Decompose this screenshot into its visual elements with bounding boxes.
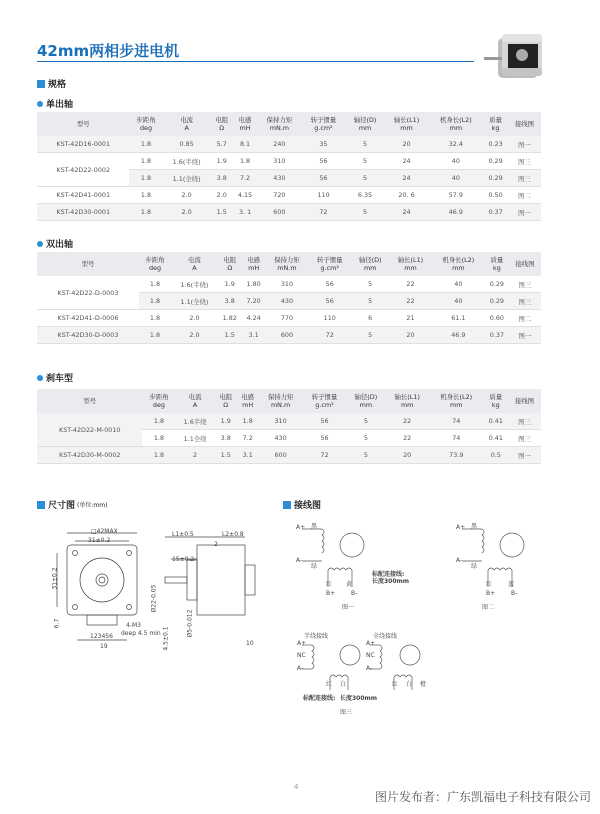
wire-red: 红 — [326, 581, 333, 588]
column-header: 轴长(L1) mm — [385, 389, 429, 413]
section-marker-icon — [283, 501, 291, 509]
value-cell: 1.8 — [142, 413, 175, 430]
single-shaft-table — [37, 112, 541, 221]
value-cell: 图三 — [509, 293, 541, 310]
value-cell: 8.1 — [233, 136, 258, 153]
value-cell: 1.5 — [218, 327, 242, 344]
value-cell: 4.15 — [233, 187, 258, 204]
value-cell: 0.41 — [484, 430, 508, 447]
publisher-credit: 图片发布者：广东凯福电子科技有限公司 — [374, 790, 591, 804]
value-cell: 72 — [308, 327, 351, 344]
value-cell: 20 — [389, 327, 432, 344]
value-cell: 5 — [345, 153, 384, 170]
value-cell: 600 — [266, 327, 309, 344]
value-cell: 56 — [308, 293, 351, 310]
value-cell: 1.1(全绕) — [163, 170, 211, 187]
value-cell: 3.1 — [242, 327, 266, 344]
value-cell: 1.8 — [129, 153, 162, 170]
value-cell: 图一 — [508, 447, 541, 464]
value-cell: 20 — [385, 447, 429, 464]
column-header: 电阻 Ω — [218, 252, 242, 276]
value-cell: 56 — [301, 170, 345, 187]
value-cell: 1.8 — [129, 170, 162, 187]
value-cell: 1.80 — [242, 276, 266, 293]
dim-l2: L2±0.8 — [222, 531, 244, 538]
model-cell: KST-42D41-D-0006 — [37, 310, 139, 327]
column-header: 轴长(L1) mm — [389, 252, 432, 276]
column-header: 电阻 Ω — [211, 112, 233, 136]
std-line-label: 标配连接线: — [372, 571, 405, 578]
dim-deep: deep 4.5 min — [121, 630, 161, 637]
wire-b-plus: B+ — [326, 590, 336, 597]
dim-d22: Ø22-0.05 — [150, 584, 158, 613]
value-cell: 4.24 — [242, 310, 266, 327]
wire-white-3: 白 — [340, 681, 347, 688]
value-cell: 24 — [385, 153, 429, 170]
value-cell: 5 — [351, 276, 389, 293]
table-row — [37, 310, 541, 327]
value-cell: 3.8 — [211, 170, 233, 187]
wiring-heading: 接线图 — [283, 498, 321, 511]
column-header: 电流 A — [163, 112, 211, 136]
value-cell: 56 — [303, 413, 347, 430]
value-cell: 5 — [345, 170, 384, 187]
dim-15: 15±0.2 — [172, 556, 195, 563]
value-cell: 72 — [301, 204, 345, 221]
model-cell: KST-42D30-M-0002 — [37, 447, 142, 464]
value-cell: 5 — [351, 293, 389, 310]
column-header: 轴长(L1) mm — [385, 112, 429, 136]
column-header: 步距角 deg — [129, 112, 162, 136]
value-cell: 图二 — [508, 187, 541, 204]
value-cell: 32.4 — [428, 136, 483, 153]
value-cell: 46.9 — [432, 327, 485, 344]
section-marker-icon — [37, 501, 45, 509]
value-cell: 图二 — [509, 310, 541, 327]
column-header: 型号 — [37, 389, 142, 413]
bullet-icon — [37, 241, 43, 247]
dim-6-7: 6.7 — [53, 618, 61, 629]
value-cell: 0.37 — [485, 327, 509, 344]
value-cell: 1.9 — [218, 276, 242, 293]
value-cell: 770 — [266, 310, 309, 327]
model-cell: KST-42D30-D-0003 — [37, 327, 139, 344]
column-header: 机身长(L2) mm — [429, 389, 484, 413]
value-cell: 310 — [259, 413, 303, 430]
wire-a-minus-3: A- — [297, 665, 304, 672]
table-row — [37, 153, 541, 170]
spec-heading: 规格 — [37, 77, 66, 90]
length-label-2: 长度300mm — [340, 695, 378, 702]
table-row — [37, 413, 541, 430]
wire-a-minus-4: A- — [366, 665, 373, 672]
wire-red-3: 红 — [326, 681, 333, 688]
model-cell: KST-42D22-D-0003 — [37, 276, 139, 310]
wire-blue-2: 蓝 — [508, 581, 515, 588]
column-header: 轴径(D) mm — [345, 112, 384, 136]
value-cell: 5 — [351, 327, 389, 344]
double-shaft-table — [37, 252, 541, 344]
wire-a-minus: A- — [296, 557, 303, 564]
value-cell: 22 — [389, 293, 432, 310]
column-header: 轴径(D) mm — [351, 252, 389, 276]
value-cell: 22 — [385, 413, 429, 430]
value-cell: 5 — [346, 447, 385, 464]
dim-10: 10 — [246, 640, 254, 647]
wire-nc-4: NC — [366, 652, 375, 659]
value-cell: 73.9 — [429, 447, 484, 464]
dim-d5: Ø5-0.012 — [186, 609, 194, 638]
value-cell: 3. 1 — [233, 204, 258, 221]
value-cell: 74 — [429, 413, 484, 430]
value-cell: 1.82 — [218, 310, 242, 327]
value-cell: 7.20 — [242, 293, 266, 310]
value-cell: 图一 — [508, 136, 541, 153]
value-cell: 2 — [175, 447, 214, 464]
value-cell: 图三 — [508, 170, 541, 187]
double-shaft-heading: 双出轴 — [37, 237, 73, 250]
value-cell: 22 — [385, 430, 429, 447]
value-cell: 1.6(半绕) — [171, 276, 218, 293]
wire-red-2: 红 — [486, 581, 493, 588]
value-cell: 46.9 — [428, 204, 483, 221]
model-cell: KST-42D22-M-0010 — [37, 413, 142, 447]
value-cell: 5 — [345, 204, 384, 221]
column-header: 电感 mH — [233, 112, 258, 136]
wire-green: 绿 — [311, 563, 318, 570]
value-cell: 40 — [432, 276, 485, 293]
column-header: 转子惯量 g.cm² — [308, 252, 351, 276]
value-cell: 1.8 — [139, 276, 171, 293]
column-header: 电流 A — [171, 252, 218, 276]
model-cell: KST-42D22-0002 — [37, 153, 129, 187]
bullet-icon — [37, 101, 43, 107]
wire-b-minus-2: B- — [511, 590, 518, 597]
model-cell: KST-42D41-0001 — [37, 187, 129, 204]
value-cell: 20 — [385, 136, 429, 153]
dim-4-5: 4.5±0.1 — [162, 626, 170, 651]
motor-product-image — [480, 30, 550, 85]
column-header: 接线图 — [509, 252, 541, 276]
value-cell: 310 — [266, 276, 309, 293]
value-cell: 3.8 — [218, 293, 242, 310]
column-header: 轴径(D) mm — [346, 389, 385, 413]
wire-b-plus-2: B+ — [486, 590, 496, 597]
value-cell: 240 — [257, 136, 301, 153]
column-header: 转子惯量 g.cm² — [301, 112, 345, 136]
value-cell: 1.8 — [129, 204, 162, 221]
column-header: 电流 A — [175, 389, 214, 413]
column-header: 型号 — [37, 252, 139, 276]
value-cell: 图三 — [508, 153, 541, 170]
wire-nc-3: NC — [297, 652, 306, 659]
column-header: 保持力矩 mN.m — [259, 389, 303, 413]
column-header: 步距角 deg — [139, 252, 171, 276]
value-cell: 2.0 — [163, 204, 211, 221]
value-cell: 1.8 — [142, 430, 175, 447]
column-header: 步距角 deg — [142, 389, 175, 413]
value-cell: 57.9 — [428, 187, 483, 204]
value-cell: 40 — [428, 153, 483, 170]
value-cell: 5.7 — [211, 136, 233, 153]
value-cell: 0.50 — [483, 187, 508, 204]
value-cell: 1.8 — [129, 187, 162, 204]
value-cell: 1.8 — [142, 447, 175, 464]
column-header: 保持力矩 mN.m — [266, 252, 309, 276]
value-cell: 110 — [308, 310, 351, 327]
value-cell: 1.6(半绕) — [163, 153, 211, 170]
value-cell: 1.1(全绕) — [171, 293, 218, 310]
table-row — [37, 204, 541, 221]
value-cell: 0.23 — [483, 136, 508, 153]
column-header: 保持力矩 mN.m — [257, 112, 301, 136]
value-cell: 1.5 — [215, 447, 237, 464]
wire-green-2: 绿 — [471, 563, 478, 570]
dim-31-top: 31±0.2 — [88, 537, 111, 544]
value-cell: 2.0 — [171, 327, 218, 344]
value-cell: 720 — [257, 187, 301, 204]
value-cell: 0.37 — [483, 204, 508, 221]
value-cell: 35 — [301, 136, 345, 153]
wire-orange-4: 橙 — [420, 681, 427, 688]
length-label: 长度300mm — [372, 578, 410, 585]
wire-black: 黑 — [311, 523, 318, 530]
value-cell: 图三 — [509, 276, 541, 293]
value-cell: 0.29 — [483, 153, 508, 170]
value-cell: 430 — [259, 430, 303, 447]
value-cell: 5 — [346, 413, 385, 430]
value-cell: 56 — [308, 276, 351, 293]
wire-a-plus-3: A+ — [297, 640, 307, 647]
value-cell: 7.2 — [237, 430, 259, 447]
column-header: 机身长(L2) mm — [432, 252, 485, 276]
value-cell: 310 — [257, 153, 301, 170]
value-cell: 图三 — [508, 430, 541, 447]
value-cell: 40 — [432, 293, 485, 310]
value-cell: 430 — [257, 170, 301, 187]
value-cell: 21 — [389, 310, 432, 327]
value-cell: 22 — [389, 276, 432, 293]
value-cell: 24 — [385, 170, 429, 187]
wire-a-plus-4: A+ — [366, 640, 376, 647]
value-cell: 0.60 — [485, 310, 509, 327]
wire-a-plus-2: A+ — [456, 524, 466, 531]
brake-table — [37, 389, 541, 464]
value-cell: 6 — [351, 310, 389, 327]
value-cell: 3.1 — [237, 447, 259, 464]
single-shaft-heading: 单出轴 — [37, 97, 73, 110]
page-number: 4 — [294, 783, 299, 791]
column-header: 电感 mH — [242, 252, 266, 276]
value-cell: 2.0 — [171, 310, 218, 327]
value-cell: 1.8 — [139, 310, 171, 327]
value-cell: 2.0 — [163, 187, 211, 204]
column-header: 型号 — [37, 112, 129, 136]
value-cell: 2.0 — [211, 187, 233, 204]
value-cell: 24 — [385, 204, 429, 221]
column-header: 机身长(L2) mm — [428, 112, 483, 136]
column-header: 电阻 Ω — [215, 389, 237, 413]
value-cell: 600 — [259, 447, 303, 464]
value-cell: 1.9 — [215, 413, 237, 430]
dimension-heading: 尺寸图 (单位:mm) — [37, 498, 107, 511]
value-cell: 40 — [428, 170, 483, 187]
section-marker-icon — [37, 80, 45, 88]
table-row — [37, 447, 541, 464]
value-cell: 430 — [266, 293, 309, 310]
value-cell: 1.8 — [237, 413, 259, 430]
value-cell: 1.5 — [211, 204, 233, 221]
table-row — [37, 276, 541, 293]
page-title: 42mm两相步进电机 — [37, 42, 180, 60]
wire-a-minus-2: A- — [456, 557, 463, 564]
value-cell: 0.5 — [484, 447, 508, 464]
column-header: 电感 mH — [237, 389, 259, 413]
value-cell: 3.8 — [215, 430, 237, 447]
wire-b-minus: B- — [351, 590, 358, 597]
value-cell: 图一 — [508, 204, 541, 221]
value-cell: 6.35 — [345, 187, 384, 204]
value-cell: 1.8 — [139, 293, 171, 310]
value-cell: 74 — [429, 430, 484, 447]
value-cell: 0.29 — [485, 293, 509, 310]
value-cell: 图一 — [509, 327, 541, 344]
value-cell: 图三 — [508, 413, 541, 430]
column-header: 质量 kg — [485, 252, 509, 276]
dim-31-side: 31±0.2 — [51, 567, 59, 590]
column-header: 质量 kg — [483, 112, 508, 136]
fig2-caption: 图二 — [482, 604, 495, 611]
column-header: 转子惯量 g.cm² — [303, 389, 347, 413]
value-cell: 1.9 — [211, 153, 233, 170]
value-cell: 0.41 — [484, 413, 508, 430]
wire-white-4: 白 — [406, 681, 413, 688]
wire-red-4: 红 — [392, 681, 399, 688]
column-header: 接线图 — [508, 389, 541, 413]
std-line-label-2: 标配连接线: — [303, 695, 336, 702]
dim-19: 19 — [100, 643, 108, 650]
table-row — [37, 187, 541, 204]
value-cell: 5 — [345, 136, 384, 153]
table-row — [37, 327, 541, 344]
fig3-caption: 图三 — [340, 709, 353, 716]
wire-black-2: 黑 — [471, 523, 478, 530]
value-cell: 110 — [301, 187, 345, 204]
column-header: 接线图 — [508, 112, 541, 136]
value-cell: 20. 6 — [385, 187, 429, 204]
value-cell: 56 — [301, 153, 345, 170]
value-cell: 7.2 — [233, 170, 258, 187]
title-divider — [37, 61, 474, 62]
value-cell: 1.8 — [139, 327, 171, 344]
dim-4-m3: 4-M3 — [126, 622, 141, 629]
value-cell: 0.85 — [163, 136, 211, 153]
value-cell: 72 — [303, 447, 347, 464]
value-cell: 1.6半绕 — [175, 413, 214, 430]
full-wind-label: 全绕接线 — [373, 633, 398, 640]
wire-yellow: 黄 — [346, 581, 353, 588]
dim-connector: 123456 — [90, 633, 113, 640]
model-cell: KST-42D30-0001 — [37, 204, 129, 221]
value-cell: 0.29 — [483, 170, 508, 187]
fig1-caption: 图一 — [342, 604, 355, 611]
dim-2: 2 — [214, 541, 218, 548]
value-cell: 0.29 — [485, 276, 509, 293]
table-row — [37, 136, 541, 153]
column-header: 质量 kg — [484, 389, 508, 413]
bullet-icon — [37, 375, 43, 381]
value-cell: 5 — [346, 430, 385, 447]
dim-l1: L1±0.5 — [172, 531, 194, 538]
value-cell: 1.8 — [129, 136, 162, 153]
value-cell: 56 — [303, 430, 347, 447]
half-wind-label: 半绕接线 — [304, 633, 329, 640]
value-cell: 600 — [257, 204, 301, 221]
brake-heading: 刹车型 — [37, 371, 73, 384]
value-cell: 1.1全绕 — [175, 430, 214, 447]
value-cell: 1.8 — [233, 153, 258, 170]
dim-42max: □42MAX — [91, 528, 118, 535]
wire-a-plus: A+ — [296, 524, 306, 531]
value-cell: 61.1 — [432, 310, 485, 327]
model-cell: KST-42D16-0001 — [37, 136, 129, 153]
